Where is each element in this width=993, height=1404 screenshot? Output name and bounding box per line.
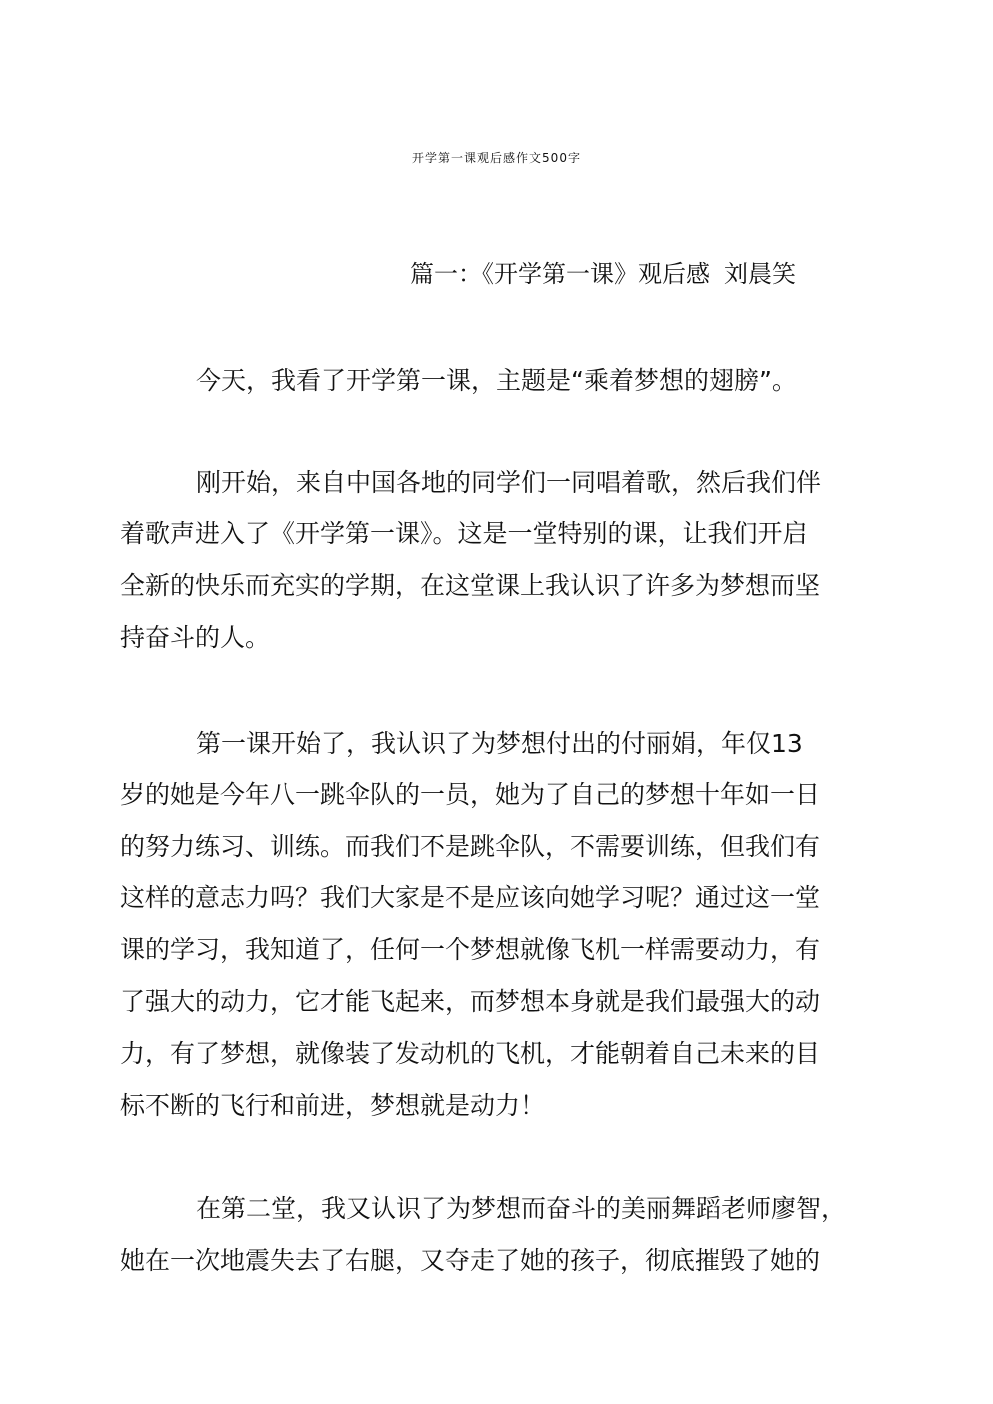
- paragraph-line: 了强大的动力，它才能飞起来，而梦想本身就是我们最强大的动: [120, 987, 821, 1016]
- author-name: 刘晨笑: [724, 260, 796, 288]
- paragraph-line: 持奋斗的人。: [120, 623, 271, 652]
- paragraph-line: 第一课开始了，我认识了为梦想付出的付丽娟，年仅13: [196, 729, 803, 758]
- paragraph-line: 标不断的飞行和前进，梦想就是动力！: [120, 1091, 546, 1120]
- paragraph-line: 课的学习，我知道了，任何一个梦想就像飞机一样需要动力，有: [120, 935, 821, 964]
- article-subtitle: [410, 256, 796, 292]
- paragraph-line: 着歌声进入了《开学第一课》。这是一堂特别的课，让我们开启: [120, 519, 808, 548]
- paragraph-line: 岁的她是今年八一跳伞队的一员，她为了自己的梦想十年如一日: [120, 780, 821, 809]
- document-title: 开学第一课观后感作文500字: [412, 151, 581, 165]
- subtitle-label: 篇一：《开学第一课》观后感: [410, 260, 710, 288]
- paragraph-line: 她在一次地震失去了右腿，又夺走了她的孩子，彻底摧毁了她的: [120, 1246, 821, 1275]
- paragraph-line: 的努力练习、训练。而我们不是跳伞队，不需要训练，但我们有: [120, 832, 821, 861]
- paragraph-line: 刚开始，来自中国各地的同学们一同唱着歌，然后我们伴: [196, 468, 822, 497]
- paragraph-line: 今天，我看了开学第一课，主题是“乘着梦想的翅膀”。: [196, 366, 797, 395]
- paragraph-line: 这样的意志力吗？我们大家是不是应该向她学习呢？通过这一堂: [120, 883, 821, 912]
- paragraph-line: 在第二堂，我又认识了为梦想而奋斗的美丽舞蹈老师廖智，: [196, 1194, 847, 1223]
- paragraph-line: 全新的快乐而充实的学期，在这堂课上我认识了许多为梦想而坚: [120, 571, 821, 600]
- paragraph-line: 力，有了梦想，就像装了发动机的飞机，才能朝着自己未来的目: [120, 1039, 821, 1068]
